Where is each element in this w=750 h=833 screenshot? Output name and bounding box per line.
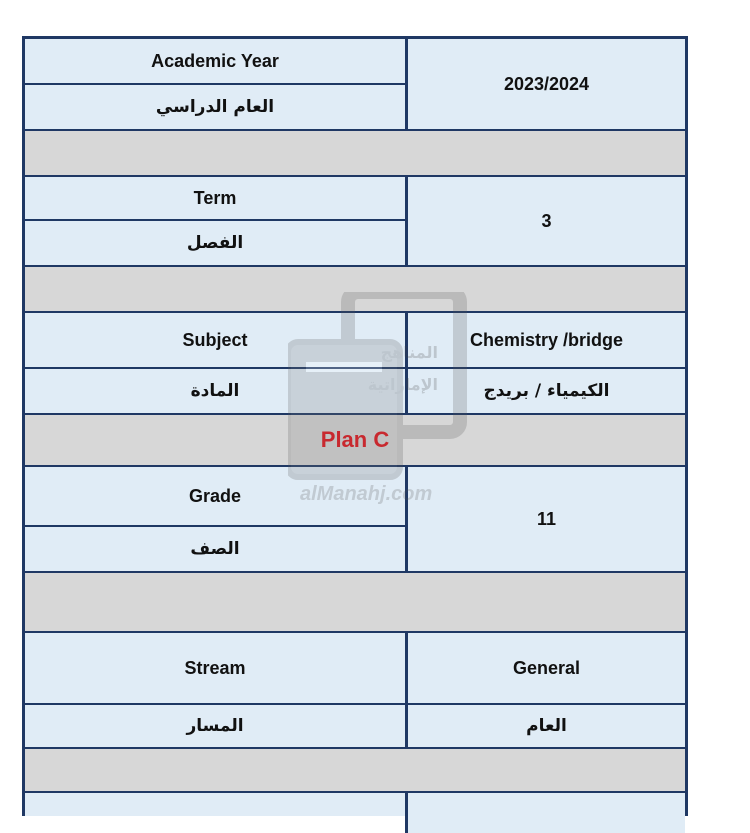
subject-value-ar: الكيمياء / بريدج — [405, 369, 685, 413]
term-row — [25, 175, 685, 265]
academic-year-label-en: Academic Year — [25, 39, 405, 83]
watermark-text-en: alManahj.com — [300, 483, 433, 505]
academic-year-label-ar: العام الدراسي — [25, 85, 405, 129]
stream-label-ar: المسار — [25, 705, 405, 747]
subject-label-ar: المادة — [25, 369, 405, 413]
stream-value-ar: العام — [405, 705, 685, 747]
term-label-en: Term — [25, 177, 405, 219]
plan-label: Plan C — [320, 427, 390, 452]
subject-value-en: Chemistry /bridge — [405, 313, 685, 367]
grade-value: 11 — [405, 467, 685, 571]
watermark-text-ar-1: المناهج — [380, 343, 438, 362]
subject-label-en: Subject — [25, 313, 405, 367]
stream-row — [25, 631, 685, 747]
grade-label-en: Grade — [25, 467, 405, 525]
separator-row — [25, 747, 685, 791]
stream-value-en: General — [405, 633, 685, 703]
academic-year-row — [25, 39, 685, 129]
separator-row — [25, 571, 685, 631]
stream-label-en: Stream — [25, 633, 405, 703]
subject-row — [25, 311, 685, 413]
term-label-ar: الفصل — [25, 221, 405, 265]
term-value: 3 — [405, 177, 685, 265]
watermark-text-ar-2: الإماراتية — [367, 375, 438, 394]
plan-row — [25, 413, 685, 465]
grade-row — [25, 465, 685, 571]
next-row-partial — [25, 791, 685, 831]
separator-row — [25, 265, 685, 311]
grade-label-ar: الصف — [25, 527, 405, 571]
separator-row — [25, 129, 685, 175]
academic-year-value: 2023/2024 — [405, 39, 685, 129]
document-table — [22, 36, 688, 816]
